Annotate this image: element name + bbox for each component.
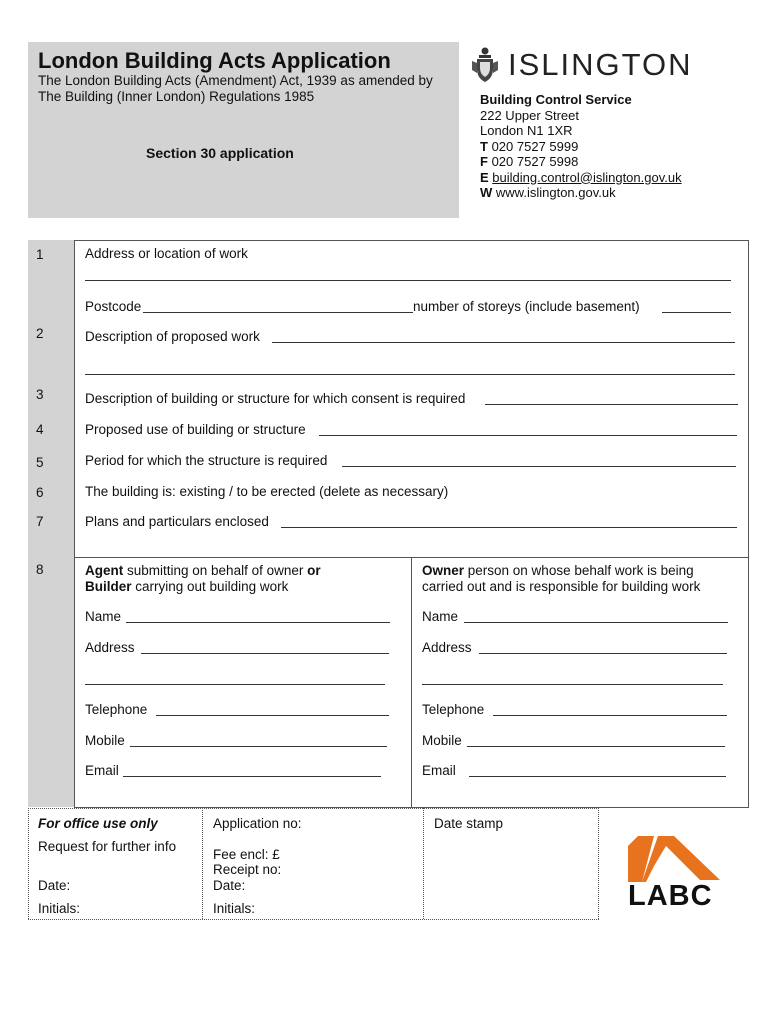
owner-email-label: Email (422, 763, 456, 778)
address-line-2: London N1 1XR (480, 123, 573, 138)
building-status-label: The building is: existing / to be erected (delete as necessary) (85, 484, 449, 499)
owner-name-label: Name (422, 609, 459, 624)
section-heading: Section 30 application (146, 145, 294, 161)
building-description-label: Description of building or structure for which consent is required (85, 391, 466, 406)
agent-name-input[interactable] (126, 622, 390, 623)
office-initials-label-2: Initials: (213, 901, 256, 916)
address-line-1: 222 Upper Street (480, 107, 580, 123)
request-info-label: Request for further info (38, 839, 177, 854)
item-number: 8 (36, 562, 44, 577)
fax-label: F (480, 154, 488, 169)
agent-email-input[interactable] (123, 776, 381, 777)
date-stamp-label: Date stamp (434, 816, 504, 831)
office-initials-label: Initials: (38, 901, 81, 916)
agent-address-input-line2[interactable] (85, 684, 385, 685)
office-date-label-2: Date: (213, 878, 246, 893)
owner-heading-bold: Owner (422, 563, 465, 578)
agent-email-label: Email (85, 763, 119, 778)
office-box-right (598, 808, 599, 919)
building-description-input[interactable] (485, 404, 738, 405)
office-box-left (28, 808, 29, 919)
email-link[interactable]: building.control@islington.gov.uk (492, 169, 682, 185)
website-link[interactable]: www.islington.gov.uk (495, 185, 616, 200)
office-box-divider-2 (423, 808, 424, 919)
plans-enclosed-label: Plans and particulars enclosed (85, 514, 269, 529)
agent-heading-text: submitting on behalf of owner (123, 563, 308, 578)
item-number: 7 (36, 514, 44, 529)
agent-heading (85, 563, 321, 595)
item-number: 3 (36, 387, 44, 402)
office-box-top (28, 808, 599, 809)
labc-logo-text: LABC (628, 880, 713, 912)
proposed-use-input[interactable] (319, 435, 737, 436)
agent-telephone-label: Telephone (85, 702, 148, 717)
owner-heading-text-2: carried out and is responsible for building work (422, 579, 701, 594)
plans-enclosed-input[interactable] (281, 527, 737, 528)
proposed-use-label: Proposed use of building or structure (85, 422, 306, 437)
agent-name-label: Name (85, 609, 122, 624)
address-of-work-label: Address or location of work (85, 246, 248, 261)
storeys-input[interactable] (662, 312, 731, 313)
item-number: 5 (36, 455, 44, 470)
agent-address-label: Address (85, 640, 135, 655)
owner-address-input[interactable] (479, 653, 727, 654)
receipt-no-label: Receipt no: (213, 862, 282, 877)
number-column (28, 240, 74, 807)
builder-heading-bold: Builder (85, 579, 132, 594)
proposed-work-input-line2[interactable] (85, 374, 735, 375)
owner-telephone-input[interactable] (493, 715, 727, 716)
postcode-input[interactable] (143, 312, 413, 313)
service-name: Building Control Service (480, 92, 632, 107)
contact-block (480, 92, 682, 201)
owner-email-input[interactable] (469, 776, 726, 777)
office-use-heading: For office use only (38, 816, 158, 831)
builder-heading-text: carrying out building work (131, 579, 289, 594)
owner-heading-text: person on whose behalf work is being (464, 563, 694, 578)
owner-name-input[interactable] (464, 622, 728, 623)
web-label: W (480, 185, 493, 200)
tel-label: T (480, 138, 488, 154)
period-required-input[interactable] (342, 466, 736, 467)
islington-logo (470, 46, 693, 84)
item-number: 4 (36, 422, 44, 437)
agent-heading-bold: Agent (85, 563, 124, 578)
office-box-divider-1 (202, 808, 203, 919)
labc-roof-icon (628, 836, 720, 882)
item-number: 2 (36, 326, 44, 341)
telephone-number: 020 7527 5999 (491, 138, 579, 154)
owner-address-label: Address (422, 640, 472, 655)
agent-telephone-input[interactable] (156, 715, 389, 716)
column-divider (411, 557, 412, 808)
item-number: 1 (36, 247, 44, 262)
proposed-work-input[interactable] (272, 342, 735, 343)
page-title: London Building Acts Application (38, 48, 391, 73)
agent-address-input[interactable] (141, 653, 389, 654)
period-required-label: Period for which the structure is required (85, 453, 328, 468)
agent-mobile-input[interactable] (130, 746, 387, 747)
application-no-label: Application no: (213, 816, 302, 831)
owner-mobile-label: Mobile (422, 733, 462, 748)
fee-enclosed-label: Fee encl: £ (213, 847, 280, 862)
brand-name: ISLINGTON (508, 47, 693, 82)
owner-mobile-input[interactable] (467, 746, 725, 747)
email-label: E (480, 169, 489, 185)
storeys-label: number of storeys (include basement) (413, 299, 640, 314)
owner-heading (422, 563, 700, 595)
agent-heading-or: or (307, 563, 321, 578)
coat-of-arms-icon (470, 46, 500, 84)
office-date-label: Date: (38, 878, 71, 893)
owner-address-input-line2[interactable] (422, 684, 723, 685)
owner-telephone-label: Telephone (422, 702, 485, 717)
proposed-work-label: Description of proposed work (85, 329, 260, 344)
postcode-label: Postcode (85, 299, 142, 314)
address-of-work-input[interactable] (85, 280, 731, 281)
item-number: 6 (36, 485, 44, 500)
agent-mobile-label: Mobile (85, 733, 125, 748)
office-box-bottom (28, 919, 599, 920)
page-subtitle: The London Building Acts (Amendment) Act, 1939 as amended by The Building (Inner London) Regulations 1985 (38, 73, 433, 104)
fax-number: 020 7527 5998 (491, 154, 579, 169)
